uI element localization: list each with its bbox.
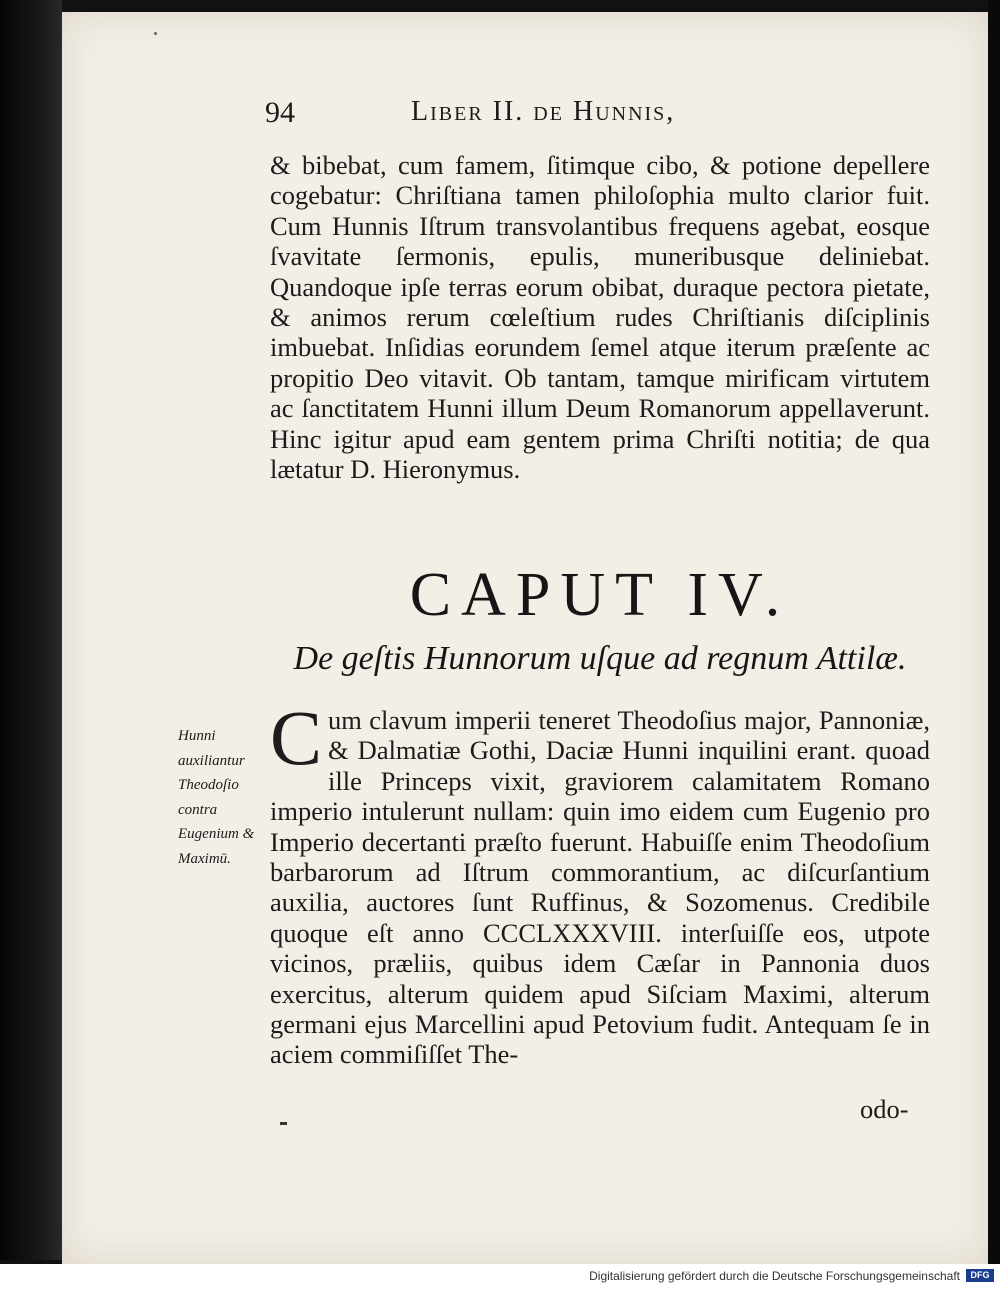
funding-credit: Digitalisierung gefördert durch die Deutsche Forschungsgemeinschaft (589, 1269, 960, 1283)
dfg-logo: DFG (966, 1269, 994, 1282)
catchword: odo- (860, 1094, 909, 1124)
scan-left-edge (0, 0, 62, 1260)
chapter-heading: CAPUT IV. (409, 561, 791, 629)
chapter-subtitle: De geſtis Hunnorum uſque ad regnum Attilæ. (293, 640, 907, 677)
paragraph-text: um clavum imperii teneret Theodoſius major, Pannoniæ, & Dalmatiæ Gothi, Daciæ Hunni inquilini erant. quoad ille Princeps vixit, graviorem calamitatem Romano imperio intulerunt nullam: quin imo eidem cum Eugenio pro Imperio decertanti præſto fuerunt. Habuiſſe enim Theodoſium barbarorum ad Iſtrum commorantium, ac diſcurſantium auxilia, auctores ſunt Ruffinus, & Sozomenus. Credibile quoque eſt anno CCCLXXXVIII. interſuiſſe eos, utpote vicinos, præliis, quibus idem Cæſar in Pannonia duos exercitus, alterum quidem apud Siſciam Maximi, alterum germani ejus Marcellini apud Petovium fudit. Antequam ſe in aciem commiſiſſet The- (270, 705, 930, 1070)
paragraph-continued: & bibebat, cum famem, ſitimque cibo, & potione depellere cogebatur: Chriſtiana tamen philoſophia multo clarior fuit. Cum Hunnis Iſtrum transvolantibus frequens agebat, eosque ſvavitate ſermonis, epulis, muneribusque deliniebat. Quandoque ipſe terras eorum obibat, duraque pectora pietate, & animos rerum cœleſtium rudes Chriſtianis diſciplinis imbuebat. Inſidias eorundem ſemel atque iterum præſente ac propitio Deo vitavit. Ob tantam, tamque mirificam virtutem ac ſanctitatem Hunni illum Deum Romanorum appellaverunt. Hinc igitur apud eam gentem prima Chriſti notitia; de qua lætatur D. Hieronymus. (270, 150, 930, 485)
marginal-note: Hunni auxiliantur Theodoſio contra Eugenium & Maximū. (178, 728, 255, 867)
page-speck (154, 32, 157, 35)
page-number: 94 (265, 96, 295, 129)
running-head: Liber II. de Hunnis, (411, 96, 676, 127)
scan-right-edge (988, 0, 1000, 1264)
chapter-first-paragraph (270, 694, 930, 1070)
digitization-footer (0, 1264, 1000, 1289)
page-header (265, 96, 955, 136)
drop-capital: C (270, 694, 323, 781)
ink-mark (280, 1122, 287, 1125)
